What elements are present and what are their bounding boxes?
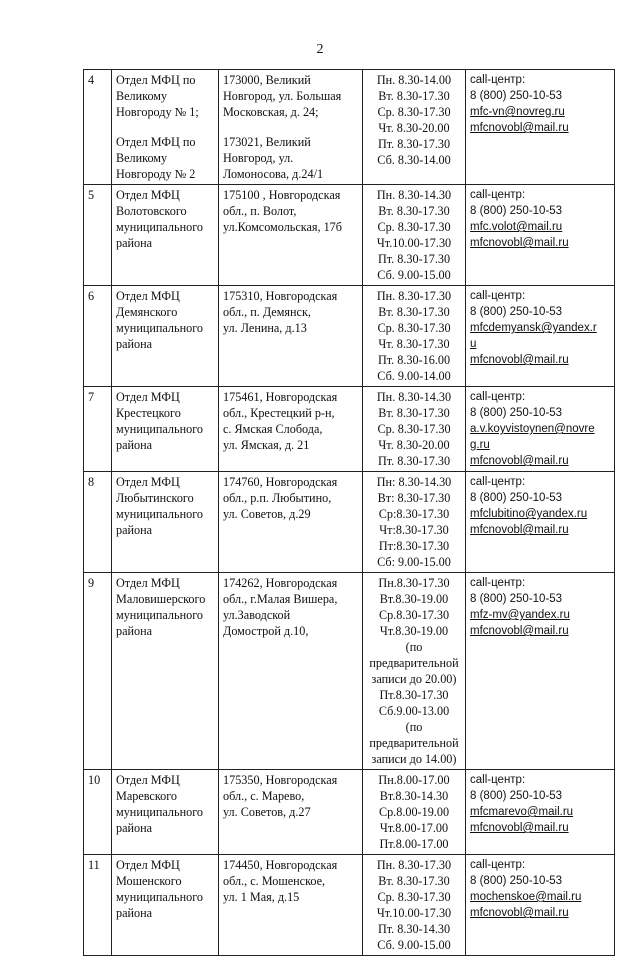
office-name-line: района (116, 438, 153, 452)
hours-line: Пн: 8.30-14.30 (376, 475, 452, 489)
address-line: Московская, д. 24; (223, 105, 319, 119)
hours-line: Вт.8.30-14.30 (379, 789, 449, 803)
office-name (112, 472, 219, 573)
hours-line: Пт. 8.30-16.00 (377, 353, 451, 367)
phone-number: 8 (800) 250-10-53 (470, 407, 563, 419)
office-name-line: района (116, 337, 153, 351)
hours-line: Пт. 8.30-17.30 (377, 252, 451, 266)
contacts (466, 387, 615, 472)
address-line: 175350, Новгородская (223, 773, 338, 787)
hours-line: (по (405, 720, 423, 734)
table-body (84, 70, 615, 956)
office-address (219, 472, 363, 573)
address-line: ул. 1 Мая, д.15 (223, 890, 300, 904)
mfc-offices-table (83, 69, 615, 956)
hours-line: Сб: 9.00-15.00 (377, 555, 451, 569)
address-line: ул. Советов, д.27 (223, 805, 311, 819)
working-hours (363, 387, 466, 472)
working-hours (363, 185, 466, 286)
hours-line: Ср. 8.30-17.30 (377, 220, 451, 234)
hours-line: Пт.8.00-17.00 (379, 837, 449, 851)
office-name-line: района (116, 523, 153, 537)
email-link[interactable]: mfcnovobl@mail.ru (470, 907, 569, 919)
row-number: 5 (84, 185, 112, 286)
call-center-label: call-центр: (470, 391, 526, 403)
row-number: 7 (84, 387, 112, 472)
hours-line: Ср.8.00-19.00 (378, 805, 450, 819)
call-center-label: call-центр: (470, 774, 526, 786)
hours-line: Вт. 8.30-17.30 (378, 406, 450, 420)
hours-line: Чт. 8.30-20.00 (378, 438, 450, 452)
office-name-line: Отдел МФЦ по (116, 73, 196, 87)
hours-line: Чт:8.30-17.30 (379, 523, 449, 537)
table-row (84, 185, 615, 286)
hours-line: Чт.8.30-19.00 (379, 624, 449, 638)
office-name-line: Отдел МФЦ (116, 188, 180, 202)
working-hours (363, 70, 466, 185)
office-name-line: муниципального (116, 890, 203, 904)
hours-line: Ср:8.30-17.30 (378, 507, 450, 521)
hours-line: Сб. 9.00-15.00 (377, 938, 451, 952)
office-name-line: Отдел МФЦ (116, 858, 180, 872)
table-row (84, 387, 615, 472)
address-line: ул.Комсомольская, 17б (223, 220, 342, 234)
office-name (112, 573, 219, 770)
address-line: обл., р.п. Любытино, (223, 491, 332, 505)
office-name-line: Новгороду № 1; (116, 105, 199, 119)
hours-line: Ср.8.30-17.30 (378, 608, 450, 622)
office-name-line: муниципального (116, 321, 203, 335)
row-number: 6 (84, 286, 112, 387)
contacts (466, 855, 615, 956)
hours-line: Пт. 8.30-17.30 (377, 137, 451, 151)
hours-line: предварительной (369, 656, 459, 670)
office-name-line: Отдел МФЦ (116, 773, 180, 787)
contacts (466, 472, 615, 573)
office-name (112, 855, 219, 956)
address-line: обл., с. Марево, (223, 789, 305, 803)
table-row (84, 70, 615, 185)
hours-line: Чт. 8.30-17.30 (378, 337, 450, 351)
hours-line: Пн. 8.30-14.00 (376, 73, 452, 87)
row-number: 9 (84, 573, 112, 770)
hours-line: Сб. 9.00-15.00 (377, 268, 451, 282)
hours-line: Сб. 8.30-14.00 (377, 153, 451, 167)
address-line: ул. Советов, д.29 (223, 507, 311, 521)
hours-line: Сб. 9.00-14.00 (377, 369, 451, 383)
table-row (84, 855, 615, 956)
table-row (84, 286, 615, 387)
call-center-label: call-центр: (470, 859, 526, 871)
phone-number: 8 (800) 250-10-53 (470, 306, 563, 318)
office-name-line: муниципального (116, 608, 203, 622)
email-link[interactable]: mfcnovobl@mail.ru (470, 455, 569, 467)
hours-line: Ср. 8.30-17.30 (377, 890, 451, 904)
email-link[interactable]: mfclubitino@yandex.ru (470, 508, 588, 520)
phone-number: 8 (800) 250-10-53 (470, 205, 563, 217)
address-line: Новгород, ул. Большая (223, 89, 342, 103)
email-link[interactable]: u (470, 338, 477, 350)
hours-line: Вт. 8.30-17.30 (378, 89, 450, 103)
email-link[interactable]: mfcnovobl@mail.ru (470, 625, 569, 637)
address-line: 174450, Новгородская (223, 858, 338, 872)
office-address (219, 70, 363, 185)
hours-line: (по (405, 640, 423, 654)
table-row (84, 573, 615, 770)
office-name-line: муниципального (116, 507, 203, 521)
hours-line: Чт.8.00-17.00 (379, 821, 449, 835)
address-line: обл., п. Волот, (223, 204, 297, 218)
table-row (84, 770, 615, 855)
address-line: обл., Крестецкий р-н, (223, 406, 335, 420)
hours-line: Пн. 8.30-17.30 (376, 858, 452, 872)
office-name (112, 387, 219, 472)
hours-line: записи до 20.00) (371, 672, 457, 686)
office-name-line: района (116, 906, 153, 920)
address-line: 175100 , Новгородская (223, 188, 341, 202)
hours-line: Чт.10.00-17.30 (376, 236, 452, 250)
office-name-line: муниципального (116, 422, 203, 436)
call-center-label: call-центр: (470, 290, 526, 302)
office-name-line: Любытинского (116, 491, 194, 505)
hours-line: Чт.10.00-17.30 (376, 906, 452, 920)
hours-line: Чт. 8.30-20.00 (378, 121, 450, 135)
address-line: Ломоносова, д.24/1 (223, 167, 324, 181)
address-line: обл., г.Малая Вишера, (223, 592, 338, 606)
contacts (466, 770, 615, 855)
email-link[interactable]: g.ru (470, 439, 490, 451)
office-address (219, 855, 363, 956)
email-link[interactable]: mfcnovobl@mail.ru (470, 354, 569, 366)
office-name-line: района (116, 821, 153, 835)
office-name-line: района (116, 624, 153, 638)
office-address (219, 770, 363, 855)
hours-line: Пн. 8.30-17.30 (376, 289, 452, 303)
address-line: обл., с. Мошенское, (223, 874, 326, 888)
row-number: 4 (84, 70, 112, 185)
hours-line: Ср. 8.30-17.30 (377, 321, 451, 335)
address-line: ул. Ленина, д.13 (223, 321, 307, 335)
address-line: обл., п. Демянск, (223, 305, 311, 319)
office-name-line: Демянского (116, 305, 178, 319)
address-line: 175461, Новгородская (223, 390, 338, 404)
working-hours (363, 855, 466, 956)
address-line: 173021, Великий (223, 135, 311, 149)
hours-line: записи до 14.00) (371, 752, 457, 766)
address-line: Домострой д.10, (223, 624, 309, 638)
office-name-line: Отдел МФЦ (116, 289, 180, 303)
hours-line: Пн. 8.30-14.30 (376, 390, 452, 404)
office-name-line: Отдел МФЦ (116, 475, 180, 489)
hours-line: Вт.8.30-19.00 (379, 592, 449, 606)
office-name-line: Отдел МФЦ (116, 576, 180, 590)
email-link[interactable]: mfcdemyansk@yandex.r (470, 322, 597, 334)
office-name-line: Великому (116, 151, 168, 165)
hours-line: Вт. 8.30-17.30 (378, 874, 450, 888)
office-name-line: Маревского (116, 789, 178, 803)
hours-line: Ср. 8.30-17.30 (377, 422, 451, 436)
office-name-line: Маловишерского (116, 592, 206, 606)
line-gap (116, 120, 214, 134)
line-gap (223, 120, 358, 134)
hours-line: Пт.8.30-17.30 (379, 688, 449, 702)
hours-line: Пт. 8.30-14.30 (377, 922, 451, 936)
hours-line: Пн. 8.30-14.30 (376, 188, 452, 202)
phone-number: 8 (800) 250-10-53 (470, 90, 563, 102)
call-center-label: call-центр: (470, 577, 526, 589)
address-line: 175310, Новгородская (223, 289, 338, 303)
office-address (219, 185, 363, 286)
office-name-line: Великому (116, 89, 168, 103)
office-name-line: Крестецкого (116, 406, 181, 420)
working-hours (363, 573, 466, 770)
phone-number: 8 (800) 250-10-53 (470, 790, 563, 802)
hours-line: Сб.9.00-13.00 (378, 704, 450, 718)
address-line: 173000, Великий (223, 73, 311, 87)
working-hours (363, 770, 466, 855)
address-line: Новгород, ул. (223, 151, 294, 165)
office-name-line: муниципального (116, 805, 203, 819)
contacts (466, 70, 615, 185)
office-name-line: муниципального (116, 220, 203, 234)
row-number: 10 (84, 770, 112, 855)
page-number: 2 (316, 42, 324, 57)
email-link[interactable]: mfcnovobl@mail.ru (470, 822, 569, 834)
address-line: 174760, Новгородская (223, 475, 338, 489)
address-line: ул. Ямская, д. 21 (223, 438, 310, 452)
email-link[interactable]: mfcnovobl@mail.ru (470, 122, 569, 134)
email-link[interactable]: mfcmarevo@mail.ru (470, 806, 574, 818)
call-center-label: call-центр: (470, 476, 526, 488)
email-link[interactable]: mfz-mv@yandex.ru (470, 609, 570, 621)
working-hours (363, 472, 466, 573)
address-line: ул.Заводской (223, 608, 291, 622)
email-link[interactable]: mfcnovobl@mail.ru (470, 524, 569, 536)
address-line: с. Ямская Слобода, (223, 422, 323, 436)
phone-number: 8 (800) 250-10-53 (470, 593, 563, 605)
office-name (112, 286, 219, 387)
hours-line: Вт: 8.30-17.30 (377, 491, 451, 505)
hours-line: Ср. 8.30-17.30 (377, 105, 451, 119)
table-row (84, 472, 615, 573)
hours-line: Пн.8.00-17.00 (378, 773, 450, 787)
office-name (112, 70, 219, 185)
call-center-label: call-центр: (470, 189, 526, 201)
contacts (466, 286, 615, 387)
email-link[interactable]: a.v.koyvistoynen@novre (470, 423, 595, 435)
email-link[interactable]: mfcnovobl@mail.ru (470, 237, 569, 249)
office-address (219, 387, 363, 472)
office-address (219, 286, 363, 387)
office-name-line: Новгороду № 2 (116, 167, 196, 181)
office-name (112, 770, 219, 855)
office-name-line: Отдел МФЦ (116, 390, 180, 404)
email-link[interactable]: mfc-vn@novreg.ru (470, 106, 565, 118)
hours-line: Вт. 8.30-17.30 (378, 305, 450, 319)
office-name-line: Волотовского (116, 204, 187, 218)
hours-line: Пн.8.30-17.30 (378, 576, 450, 590)
office-name (112, 185, 219, 286)
contacts (466, 573, 615, 770)
office-name-line: Мошенского (116, 874, 182, 888)
phone-number: 8 (800) 250-10-53 (470, 492, 563, 504)
hours-line: Пт. 8.30-17.30 (377, 454, 451, 468)
call-center-label: call-центр: (470, 74, 526, 86)
office-name-line: района (116, 236, 153, 250)
working-hours (363, 286, 466, 387)
row-number: 8 (84, 472, 112, 573)
hours-line: Вт. 8.30-17.30 (378, 204, 450, 218)
hours-line: Пт:8.30-17.30 (378, 539, 450, 553)
email-link[interactable]: mochenskoe@mail.ru (470, 891, 582, 903)
contacts (466, 185, 615, 286)
office-address (219, 573, 363, 770)
hours-line: предварительной (369, 736, 459, 750)
address-line: 174262, Новгородская (223, 576, 338, 590)
office-name-line: Отдел МФЦ по (116, 135, 196, 149)
row-number: 11 (84, 855, 112, 956)
phone-number: 8 (800) 250-10-53 (470, 875, 563, 887)
email-link[interactable]: mfc.volot@mail.ru (470, 221, 563, 233)
